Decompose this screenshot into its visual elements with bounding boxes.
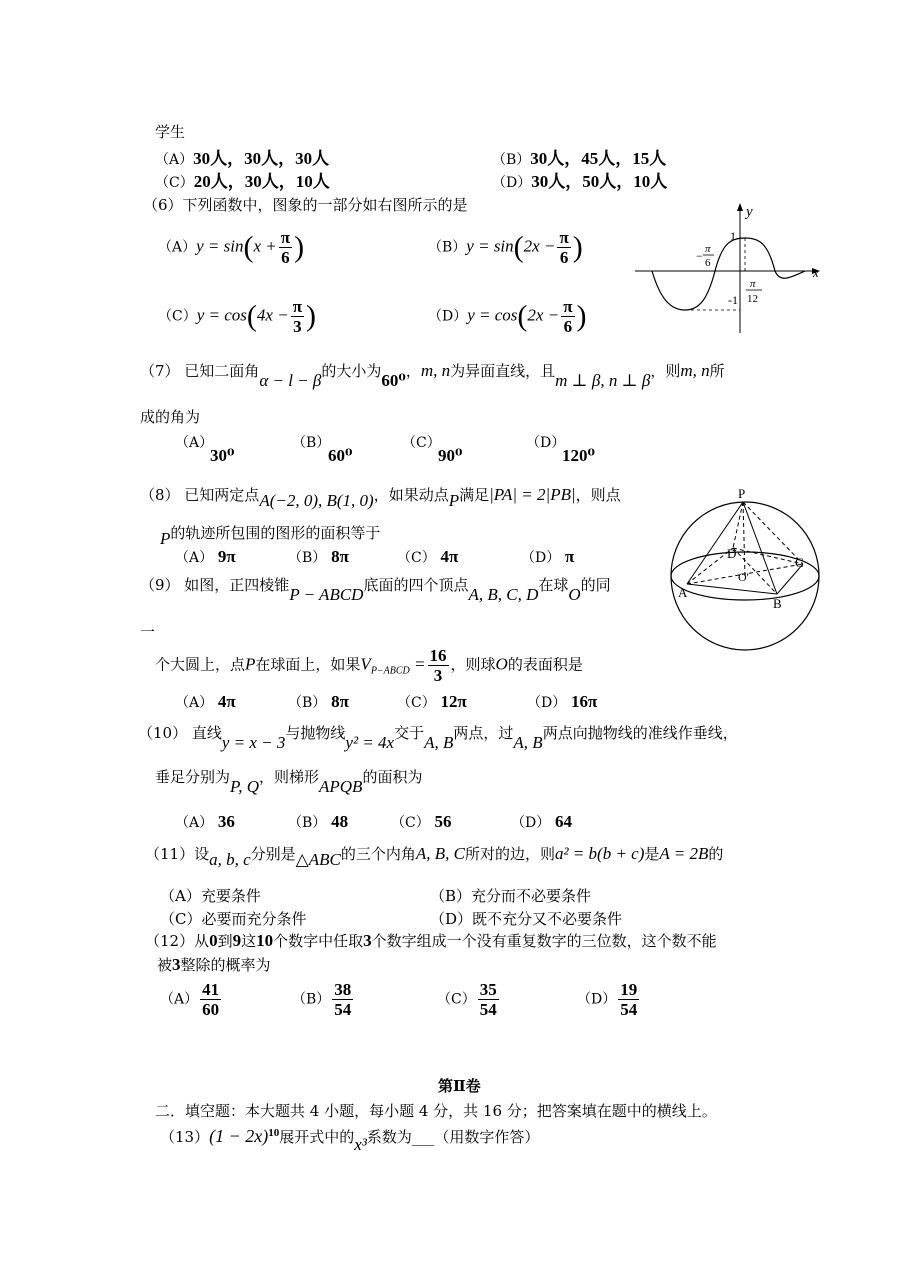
q12-option-c: （C） $\frac{35}{54}$ xyxy=(437,980,497,1019)
q7-option-a: （A） xyxy=(175,435,214,451)
q11-option-b: （B）充分而不必要条件 xyxy=(430,887,592,905)
graph-right-num: π xyxy=(750,278,756,290)
q13-stem: $(13)(1 - 2x)^{10}$展开式中的x³系数为___（用数字作答） xyxy=(160,1126,540,1154)
q8-option-d: （D） π xyxy=(521,547,575,566)
graph-tick-one: 1 xyxy=(730,229,736,243)
q9-option-a: （A） 4π xyxy=(175,692,236,711)
q6-option-a: （A）y = sin(x + $\frac{\pi}{6}$ ) xyxy=(158,228,305,267)
q7-option-a-value: 30⁰ xyxy=(210,446,235,465)
q5-option-b: （B）30人，45人，15人 xyxy=(492,149,667,168)
q6-option-b: （B）y = sin(2x − $\frac{\pi}{6}$ ) xyxy=(428,228,583,267)
q8-stem: （8） 已知两定点A(−2, 0), B(1, 0)，如果动点P满足|PA| = 2|PB|，则点 xyxy=(140,485,621,510)
graph-right-den: 12 xyxy=(747,293,758,305)
q10-option-c: （C） 56 xyxy=(391,812,452,831)
q10-option-d: （D） 64 xyxy=(511,812,573,831)
q12-option-b: （B） $\frac{38}{54}$ xyxy=(292,980,352,1019)
q9-stem-line2: 一 xyxy=(140,623,156,641)
sphere-label-b: B xyxy=(773,596,782,611)
graph-y-label: y xyxy=(746,204,753,220)
sphere-label-d: D xyxy=(727,546,737,561)
graph-left-den: 6 xyxy=(705,257,711,269)
q9-option-c: （C） 12π xyxy=(397,692,467,711)
q10-option-b: （B） 48 xyxy=(288,812,349,831)
q9-option-b: （B） 8π xyxy=(288,692,349,711)
q11-option-c: （C）必要而充分条件 xyxy=(160,910,307,928)
section-fill-in-instructions: 二．填空题：本大题共 4 小题，每小题 4 分，共 16 分；把答案填在题中的横线上。 xyxy=(155,1102,717,1120)
q5-continuation: 学生 xyxy=(155,123,186,141)
sphere-label-o: O' xyxy=(738,570,749,584)
q7-option-d: （D） xyxy=(526,435,566,451)
q11-stem: （11）设a, b, c分别是△ABC的三个内角A, B, C所对的边，则a² = b(b + c)是A = 2B的 xyxy=(145,844,724,869)
q6-stem: （6）下列函数中，图象的一部分如右图所示的是 xyxy=(143,196,468,214)
sphere-label-p: P xyxy=(738,486,746,501)
q9-option-d: （D） 16π xyxy=(527,692,598,711)
graph-x-label: x xyxy=(813,265,819,280)
q12-option-d: （D） $\frac{19}{54}$ xyxy=(577,980,638,1019)
graph-left-minus: − xyxy=(696,249,703,263)
part2-title: 第Ⅱ卷 xyxy=(438,1077,481,1095)
q7-stem: （7） 已知二面角α − l − β的大小为60⁰，m, n为异面直线，且m ⊥ β, n ⊥ β，则m, n所 xyxy=(140,361,725,390)
q8-option-b: （B） 8π xyxy=(288,547,349,566)
q10-stem: （10） 直线y = x − 3与抛物线y² = 4x交于A, B两点，过A, B两点向抛物线的准线作垂线， xyxy=(138,724,738,752)
q11-option-d: （D）既不充分又不必要条件 xyxy=(430,910,623,928)
q7-option-d-value: 120⁰ xyxy=(562,446,595,465)
sphere-pyramid-figure xyxy=(665,484,825,654)
q6-option-d: （D）y = cos(2x − $\frac{\pi}{6}$ ) xyxy=(428,297,587,336)
graph-tick-neg-one: -1 xyxy=(728,293,738,307)
q6-function-graph xyxy=(630,198,830,338)
q10-option-a: （A） 36 xyxy=(175,812,235,831)
q9-stem-line3: 个大圆上，点P在球面上，如果$V_{P-ABCD}$ = $\frac{16}{3}$ ，则球O的表面积是 xyxy=(155,646,583,685)
graph-left-num: π xyxy=(705,243,711,255)
sphere-label-c: C xyxy=(795,555,804,570)
q7-option-b: （B） xyxy=(292,435,331,451)
sphere-label-a: A xyxy=(678,585,688,600)
q11-option-a: （A）充要条件 xyxy=(160,887,261,905)
q12-stem-line2: 被3整除的概率为 xyxy=(157,955,271,974)
q7-option-b-value: 60⁰ xyxy=(328,446,353,465)
q12-option-a: （A） $\frac{41}{60}$ xyxy=(160,980,220,1019)
q8-option-a: （A） 9π xyxy=(175,547,236,566)
q9-stem: （9） 如图，正四棱锥P − ABCD底面的四个顶点A, B, C, D在球O的同 xyxy=(140,576,611,604)
q8-stem-line2: P的轨迹所包围的图形的面积等于 xyxy=(160,524,381,548)
q5-option-a: （A）30人，30人，30人 xyxy=(155,149,330,168)
q7-option-c-value: 90⁰ xyxy=(438,446,463,465)
q10-stem-line2: 垂足分别为P, Q，则梯形APQB的面积为 xyxy=(155,768,423,796)
q12-stem: （12）从0到9这10个数字中任取3个数字组成一个没有重复数字的三位数，这个数不能 xyxy=(145,931,717,950)
q6-option-c: （C）y = cos(4x − $\frac{\pi}{3}$ ) xyxy=(158,297,317,336)
q5-option-d: （D）30人，50人，10人 xyxy=(492,172,668,191)
q5-option-c: （C）20人，30人，10人 xyxy=(155,172,330,191)
q7-stem-line2: 成的角为 xyxy=(140,408,201,426)
q7-option-c: （C） xyxy=(402,435,441,451)
q8-option-c: （C） 4π xyxy=(397,547,459,566)
